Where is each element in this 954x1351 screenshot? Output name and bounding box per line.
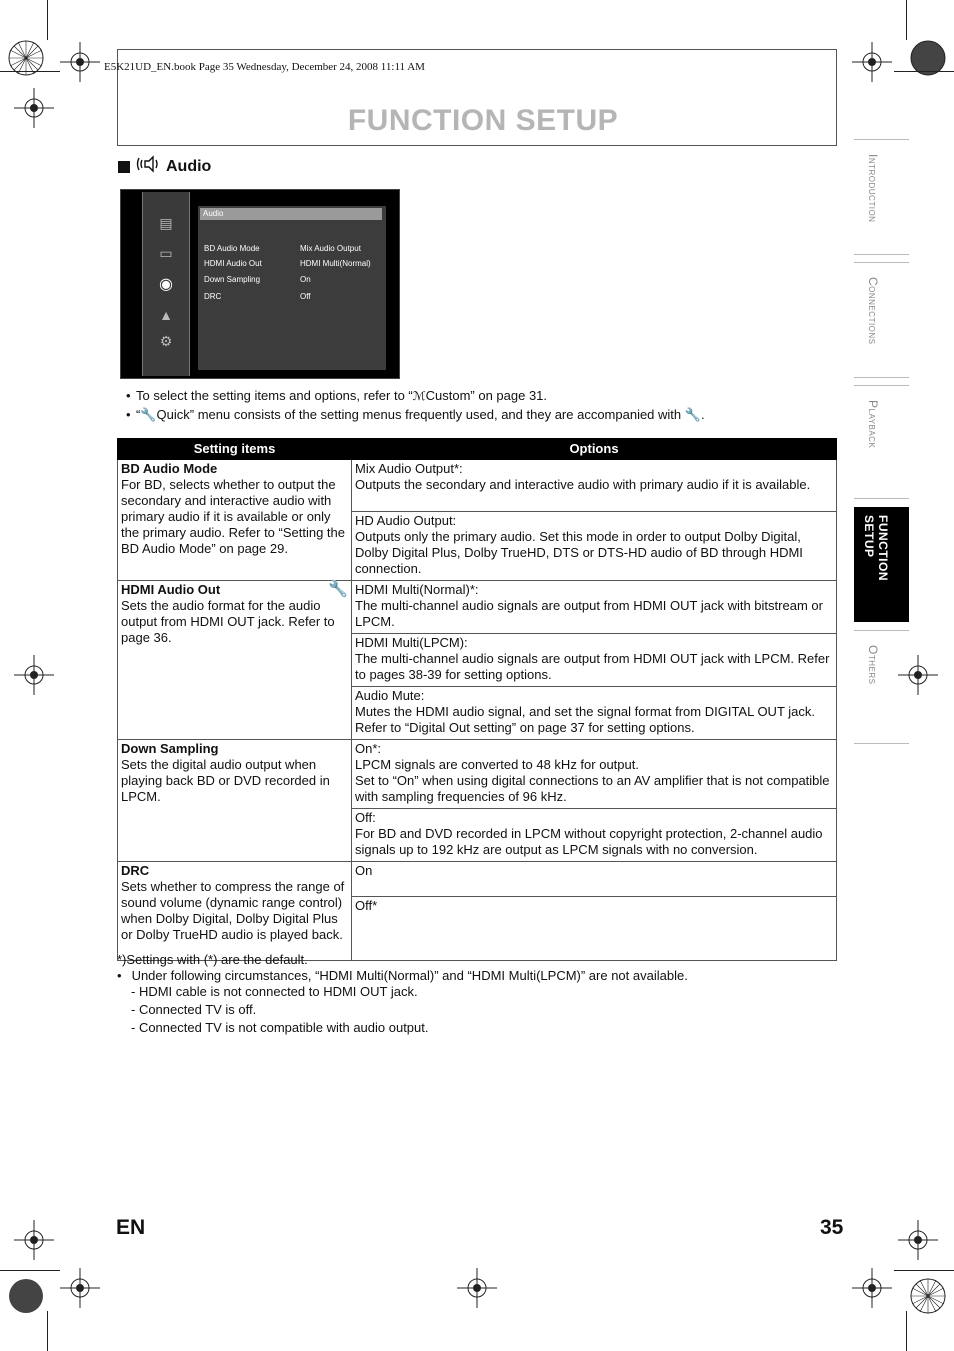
wrench-icon: 🔧 xyxy=(140,407,157,422)
bullet-text: To select the setting items and options, refer to “ xyxy=(136,388,413,403)
osd-row-value: On xyxy=(300,275,311,284)
option-cell xyxy=(352,897,837,961)
setting-name: Down Sampling xyxy=(121,741,219,756)
side-tab-label: FUNCTION SETUP xyxy=(862,515,890,581)
osd-icon-column xyxy=(142,192,190,376)
crosshair-mark-bottom-left-2 xyxy=(60,1268,100,1308)
osd-menu-panel xyxy=(198,206,386,370)
osd-row-label: HDMI Audio Out xyxy=(204,259,262,268)
osd-screenshot xyxy=(120,189,400,379)
osd-row-label: DRC xyxy=(204,292,222,301)
book-meta: E5K21UD_EN.book Page 35 Wednesday, December 24, 2008 11:11 AM xyxy=(104,61,425,73)
side-tab-function-setup[interactable] xyxy=(854,507,909,622)
setting-item-cell xyxy=(118,862,352,961)
note-item: - Connected TV is off. xyxy=(131,1002,257,1017)
osd-row-value: Mix Audio Output xyxy=(300,244,361,253)
settings-table xyxy=(117,438,837,961)
option-cell xyxy=(352,581,837,634)
availability-note xyxy=(117,968,688,983)
side-tab-playback[interactable] xyxy=(854,385,909,499)
setting-description: Sets the audio format for the audio output from HDMI OUT jack. Refer to page 36. xyxy=(121,598,335,645)
default-note: *)Settings with (*) are the default. xyxy=(117,952,308,967)
bullet-dot: • xyxy=(117,968,122,983)
bullet-text: Quick” menu consists of the setting menus frequently used, and they are accompanied with xyxy=(156,407,685,422)
option-text: The multi-channel audio signals are output from HDMI OUT jack with LPCM. Refer to pages 38-39 for setting options. xyxy=(355,651,830,682)
crosshair-mark-bottom-left xyxy=(14,1220,54,1260)
option-text: Outputs the secondary and interactive audio with primary audio if it is available. xyxy=(355,477,811,492)
option-title: Off: xyxy=(355,810,376,825)
setting-item-cell xyxy=(118,460,352,581)
setting-name: BD Audio Mode xyxy=(121,461,218,476)
registration-mark-bottom-left xyxy=(6,1276,46,1316)
osd-row-value: HDMI Multi(Normal) xyxy=(300,259,371,268)
side-tab-label: Others xyxy=(866,645,880,685)
registration-mark-bottom-right xyxy=(908,1276,948,1316)
side-tab-label: Introduction xyxy=(866,154,880,223)
option-title: HDMI Multi(LPCM): xyxy=(355,635,468,650)
wrench-icon: 🔧 xyxy=(684,407,701,422)
column-header: Setting items xyxy=(118,439,352,460)
option-title: Off* xyxy=(355,898,378,913)
option-text: For BD and DVD recorded in LPCM without copyright protection, 2-channel audio signals up to 192 kHz are output as LPCM signals with no conversion. xyxy=(355,826,823,857)
table-row xyxy=(118,740,837,809)
osd-lock-icon: ▲ xyxy=(159,307,173,323)
crosshair-mark-bottom-right xyxy=(898,1220,938,1260)
bullet-text: . xyxy=(700,407,705,422)
crosshair-mark-top-right xyxy=(852,42,892,82)
note-item: - HDMI cable is not connected to HDMI OUT jack. xyxy=(131,984,418,999)
column-header: Options xyxy=(352,439,837,460)
table-row xyxy=(118,581,837,634)
crop-line xyxy=(47,0,48,40)
bullet-quick-menu xyxy=(136,407,705,423)
crosshair-mark-bottom-right-2 xyxy=(852,1268,892,1308)
osd-row-label: BD Audio Mode xyxy=(204,244,260,253)
table-row xyxy=(118,862,837,897)
registration-mark-top-right xyxy=(908,38,948,78)
osd-gear-icon: ⚙ xyxy=(159,333,173,349)
setting-description: For BD, selects whether to output the secondary and interactive audio with primary audio if it is available or only the primary audio. Refer to “Setting the BD Audio Mode” on page 29. xyxy=(121,477,346,556)
option-title: Audio Mute: xyxy=(355,688,425,703)
crosshair-mark-left-middle xyxy=(14,655,54,695)
option-cell xyxy=(352,634,837,687)
setting-item-cell xyxy=(118,740,352,862)
table-row xyxy=(118,460,837,512)
section-title: Audio xyxy=(166,157,212,175)
option-text: The multi-channel audio signals are output from HDMI OUT jack with bitstream or LPCM. xyxy=(355,598,823,629)
option-cell xyxy=(352,809,837,862)
registration-mark-top-left xyxy=(6,38,46,78)
option-title: Mix Audio Output*: xyxy=(355,461,463,476)
crop-line xyxy=(0,71,60,72)
side-tab-label: Connections xyxy=(866,277,880,345)
side-tab-connections[interactable] xyxy=(854,262,909,378)
crop-line xyxy=(894,71,954,72)
bullet-text: Custom” on page 31. xyxy=(425,388,548,403)
option-cell xyxy=(352,740,837,809)
crosshair-mark-left-top xyxy=(14,88,54,128)
option-cell xyxy=(352,687,837,740)
side-tab-label: Playback xyxy=(866,400,880,449)
option-cell xyxy=(352,512,837,581)
page-title: FUNCTION SETUP xyxy=(347,104,619,137)
audio-icon xyxy=(136,154,160,179)
crop-line xyxy=(894,1270,954,1271)
setting-name: HDMI Audio Out xyxy=(121,582,221,597)
square-bullet-icon xyxy=(118,161,130,173)
osd-audio-icon: ◉ xyxy=(159,276,173,293)
option-cell xyxy=(352,862,837,897)
note-item: - Connected TV is not compatible with audio output. xyxy=(131,1020,429,1035)
osd-display-icon: ▭ xyxy=(159,245,173,261)
crosshair-mark-bottom-center xyxy=(457,1268,497,1308)
osd-menu-title: Audio xyxy=(200,208,382,220)
crop-line xyxy=(0,1270,60,1271)
bullet-text: “ xyxy=(136,407,141,422)
option-title: On*: xyxy=(355,741,382,756)
table-header-row xyxy=(118,439,837,460)
section-heading xyxy=(118,154,211,179)
option-title: On xyxy=(355,863,373,878)
option-text: Outputs only the primary audio. Set this mode in order to output Dolby Digital, Dolby Digital Plus, Dolby TrueHD, DTS or DTS-HD audio of BD through HDMI connection. xyxy=(355,529,803,576)
side-tab-introduction[interactable] xyxy=(854,139,909,255)
option-cell xyxy=(352,460,837,512)
page-number: 35 xyxy=(820,1216,844,1239)
osd-row-label: Down Sampling xyxy=(204,275,261,284)
wrench-icon: 🔧 xyxy=(328,581,348,598)
setting-description: Sets whether to compress the range of sound volume (dynamic range control) when Dolby Digital, Dolby Digital Plus or Dolby TrueHD audio is played back. xyxy=(121,879,345,942)
custom-icon: ℳ xyxy=(412,389,426,403)
setting-description: Sets the digital audio output when playing back BD or DVD recorded in LPCM. xyxy=(121,757,330,804)
crosshair-mark-top-left xyxy=(60,42,100,82)
option-title: HD Audio Output: xyxy=(355,513,457,528)
option-text: Mutes the HDMI audio signal, and set the signal format from DIGITAL OUT jack. Refer to “Digital Out setting” on page 37 for setting options. xyxy=(355,704,815,735)
option-title: HDMI Multi(Normal)*: xyxy=(355,582,479,597)
crop-line xyxy=(906,0,907,40)
availability-text: Under following circumstances, “HDMI Multi(Normal)” and “HDMI Multi(LPCM)” are not available. xyxy=(131,968,688,983)
osd-quick-setup-icon: ▤ xyxy=(159,215,173,231)
crop-line xyxy=(47,1311,48,1351)
setting-name: DRC xyxy=(121,863,150,878)
setting-item-cell xyxy=(118,581,352,740)
osd-row-value: Off xyxy=(300,292,311,301)
side-tab-others[interactable] xyxy=(854,630,909,744)
crop-line xyxy=(906,1311,907,1351)
language-label: EN xyxy=(116,1216,146,1239)
option-text: LPCM signals are converted to 48 kHz for output. Set to “On” when using digital connections to an AV amplifier that is not compatible with sampling frequencies of 96 kHz. xyxy=(355,757,830,804)
bullet-custom-reference xyxy=(136,388,547,403)
